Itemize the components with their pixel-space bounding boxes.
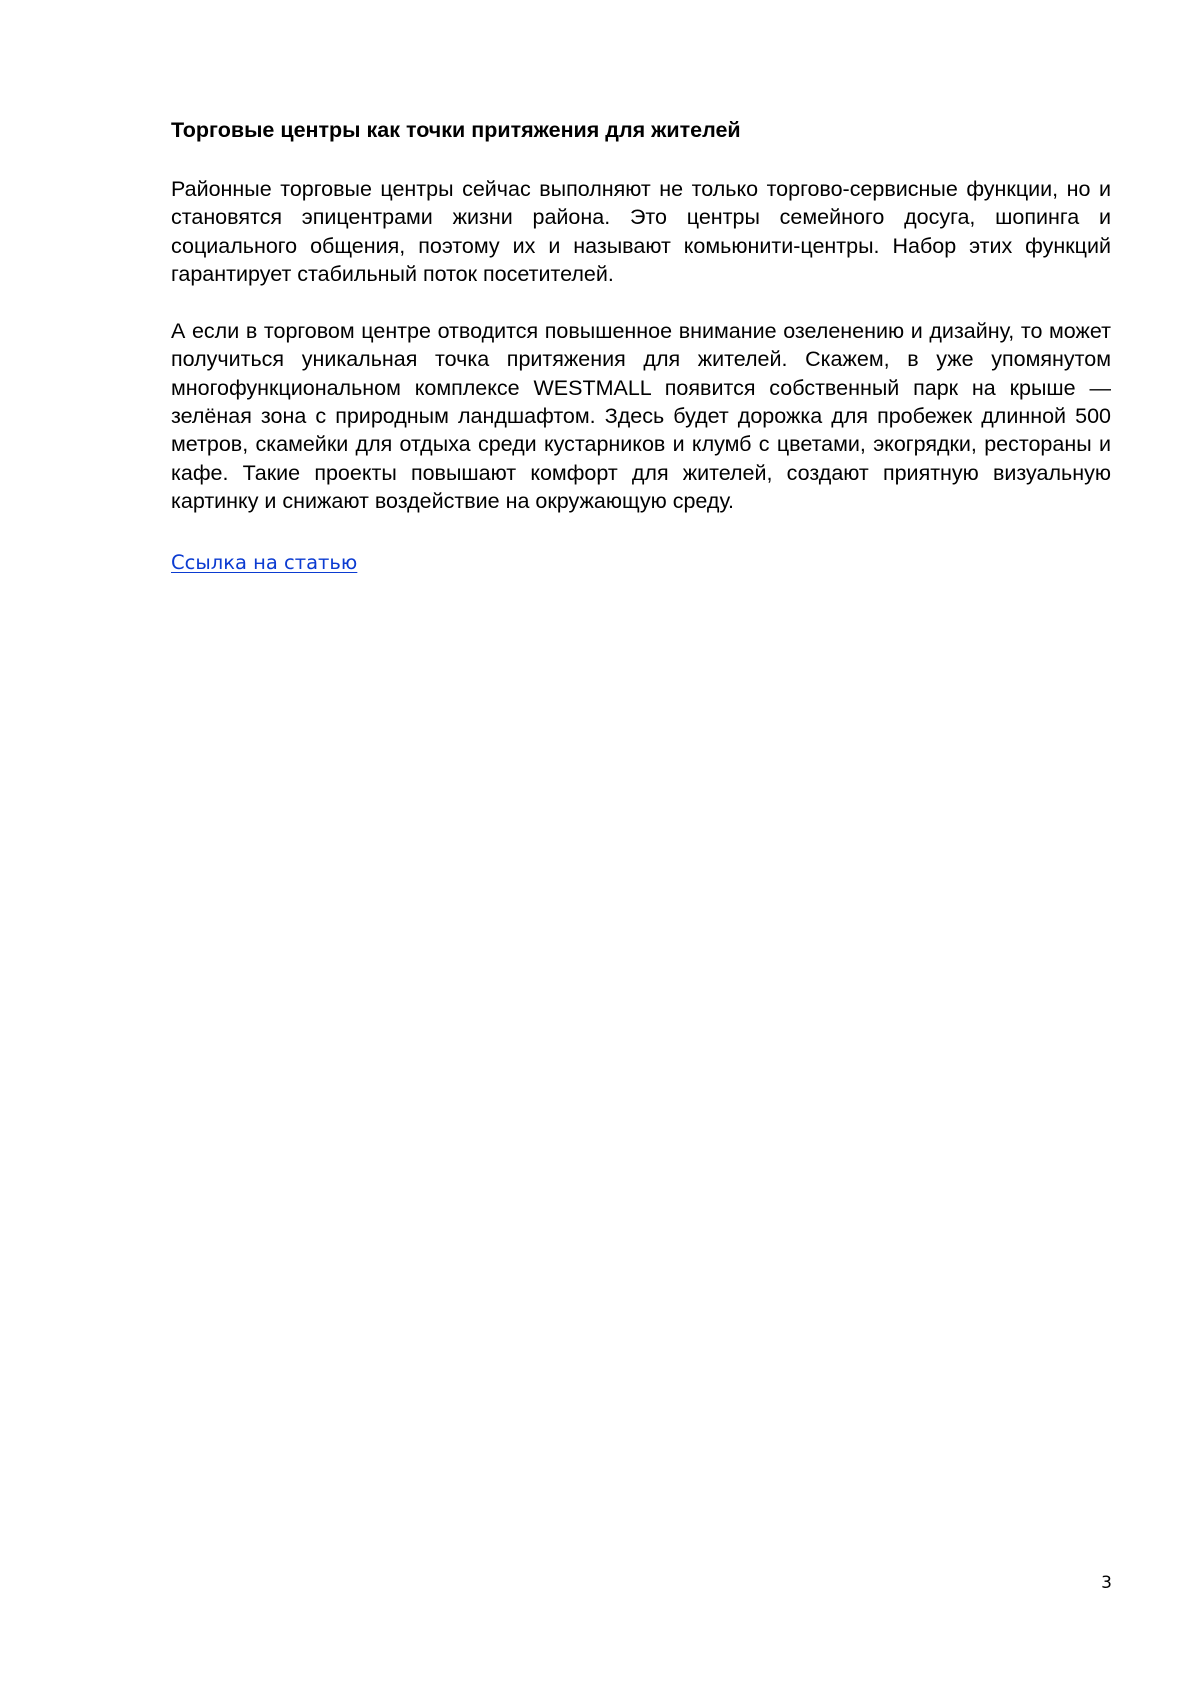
page-number: 3 xyxy=(1101,1573,1112,1593)
document-body xyxy=(171,116,1111,574)
section-heading: Торговые центры как точки притяжения для жителей xyxy=(171,118,741,142)
article-link[interactable]: Ссылка на статью xyxy=(171,551,358,575)
paragraph-intro: Районные торговые центры сейчас выполняют не только торгово-сервисные функции, но и становятся эпицентрами жизни района. Это центры семейного досуга, шопинга и социального общения, поэтому их и называют комьюнити-центры. Набор этих функций гарантирует стабильный поток посетителей. xyxy=(171,177,1111,286)
paragraph-westmall: А если в торговом центре отводится повышенное внимание озеленению и дизайну, то может получиться уникальная точка притяжения для жителей. Скажем, в уже упомянутом многофункциональном комплексе WESTMALL появится собственный парк на крыше — зелёная зона с природным ландшафтом. Здесь будет дорожка для пробежек длинной 500 метров, скамейки для отдыха среди кустарников и клумб с цветами, экогрядки, рестораны и кафе. Такие проекты повышают комфорт для жителей, создают приятную визуальную картинку и снижают воздействие на окружающую среду. xyxy=(171,319,1111,513)
